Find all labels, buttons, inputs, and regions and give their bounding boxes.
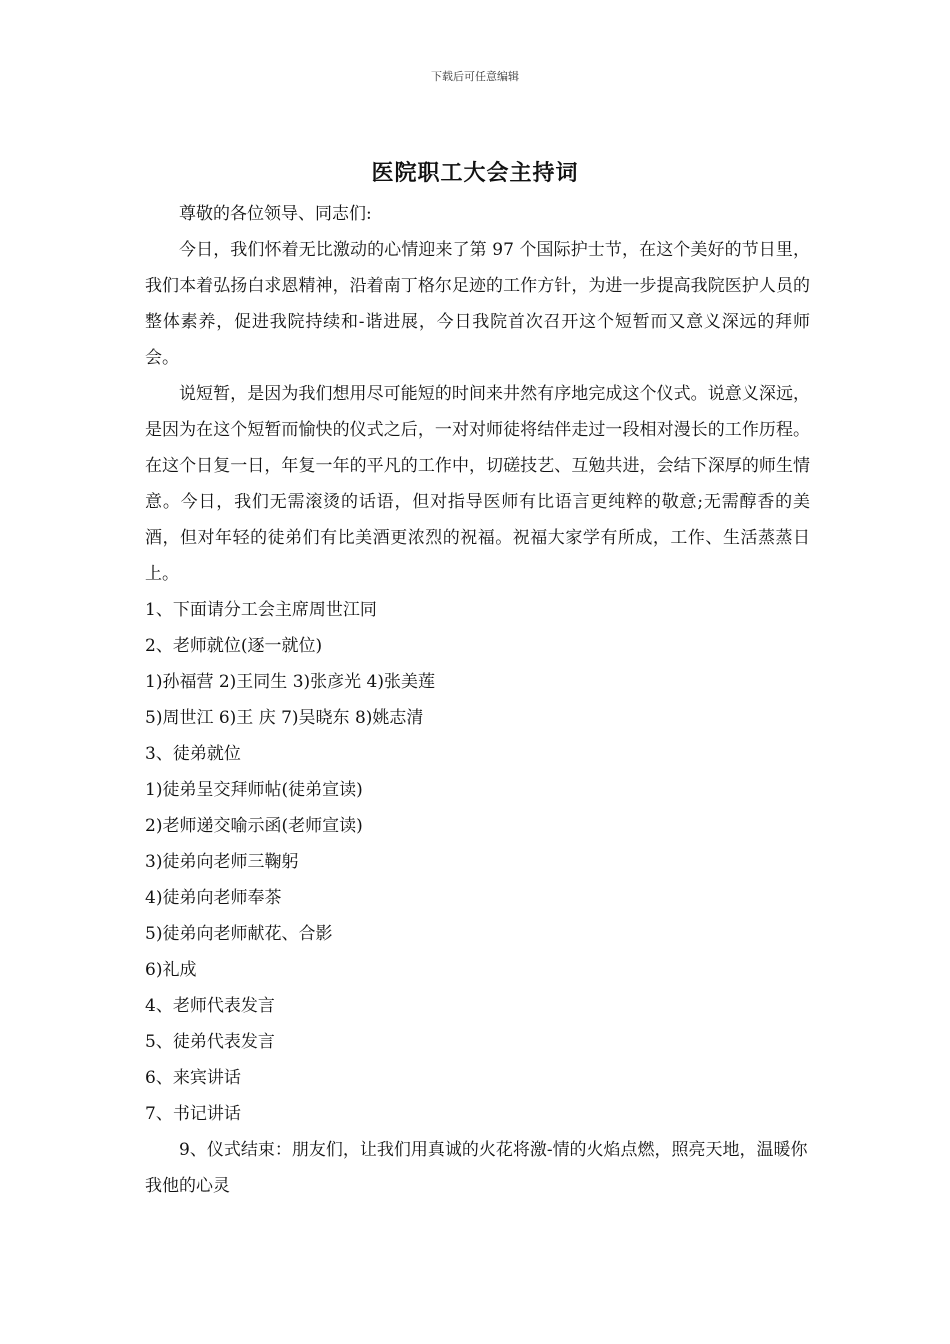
document-title: 医院职工大会主持词	[371, 160, 579, 186]
list-item: 5、徒弟代表发言	[145, 1032, 275, 1052]
list-item: 3、徒弟就位	[145, 744, 241, 764]
greeting: 尊敬的各位领导、同志们:	[179, 204, 372, 224]
list-item: 4、老师代表发言	[145, 996, 275, 1016]
list-item: 6、来宾讲话	[145, 1068, 241, 1088]
document-body	[145, 196, 810, 1204]
list-item: 4)徒弟向老师奉茶	[145, 888, 282, 908]
paragraph-2: 说短暂，是因为我们想用尽可能短的时间来井然有序地完成这个仪式。说意义深远，是因为在这个短暂而愉快的仪式之后，一对对师徒将结伴走过一段相对漫长的工作历程。在这个日复一日，年复一年的平凡的工作中，切磋技艺、互勉共进，会结下深厚的师生情意。今日，我们无需滚烫的话语，但对指导医师有比语言更纯粹的敬意;无需醇香的美酒，但对年轻的徒弟们有比美酒更浓烈的祝福。祝福大家学有所成，工作、生活蒸蒸日上。	[145, 384, 810, 584]
list-item: 3)徒弟向老师三鞠躬	[145, 852, 299, 872]
list-item: 1)孙福营 2)王同生 3)张彦光 4)张美莲	[145, 672, 436, 692]
list-item: 1、下面请分工会主席周世江同	[145, 600, 377, 620]
list-item: 6)礼成	[145, 960, 197, 980]
list-item: 7、书记讲话	[145, 1104, 241, 1124]
list-item: 5)徒弟向老师献花、合影	[145, 924, 333, 944]
list-item: 2)老师递交喻示函(老师宣读)	[145, 816, 363, 836]
paragraph-1: 今日，我们怀着无比激动的心情迎来了第 97 个国际护士节，在这个美好的节日里，我们本着弘扬白求恩精神，沿着南丁格尔足迹的工作方针，为进一步提高我院医护人员的整体素养，促进我院持续和-谐进展，今日我院首次召开这个短暂而又意义深远的拜师会。	[145, 240, 810, 368]
list-item: 1)徒弟呈交拜师帖(徒弟宣读)	[145, 780, 363, 800]
list-item: 5)周世江 6)王 庆 7)吴晓东 8)姚志清	[145, 708, 424, 728]
closing-paragraph: 9、仪式结束：朋友们，让我们用真诚的火花将激-情的火焰点燃，照亮天地，温暖你我他的心灵	[145, 1140, 808, 1196]
list-item: 2、老师就位(逐一就位)	[145, 636, 323, 656]
header-note: 下载后可任意编辑	[431, 70, 519, 83]
